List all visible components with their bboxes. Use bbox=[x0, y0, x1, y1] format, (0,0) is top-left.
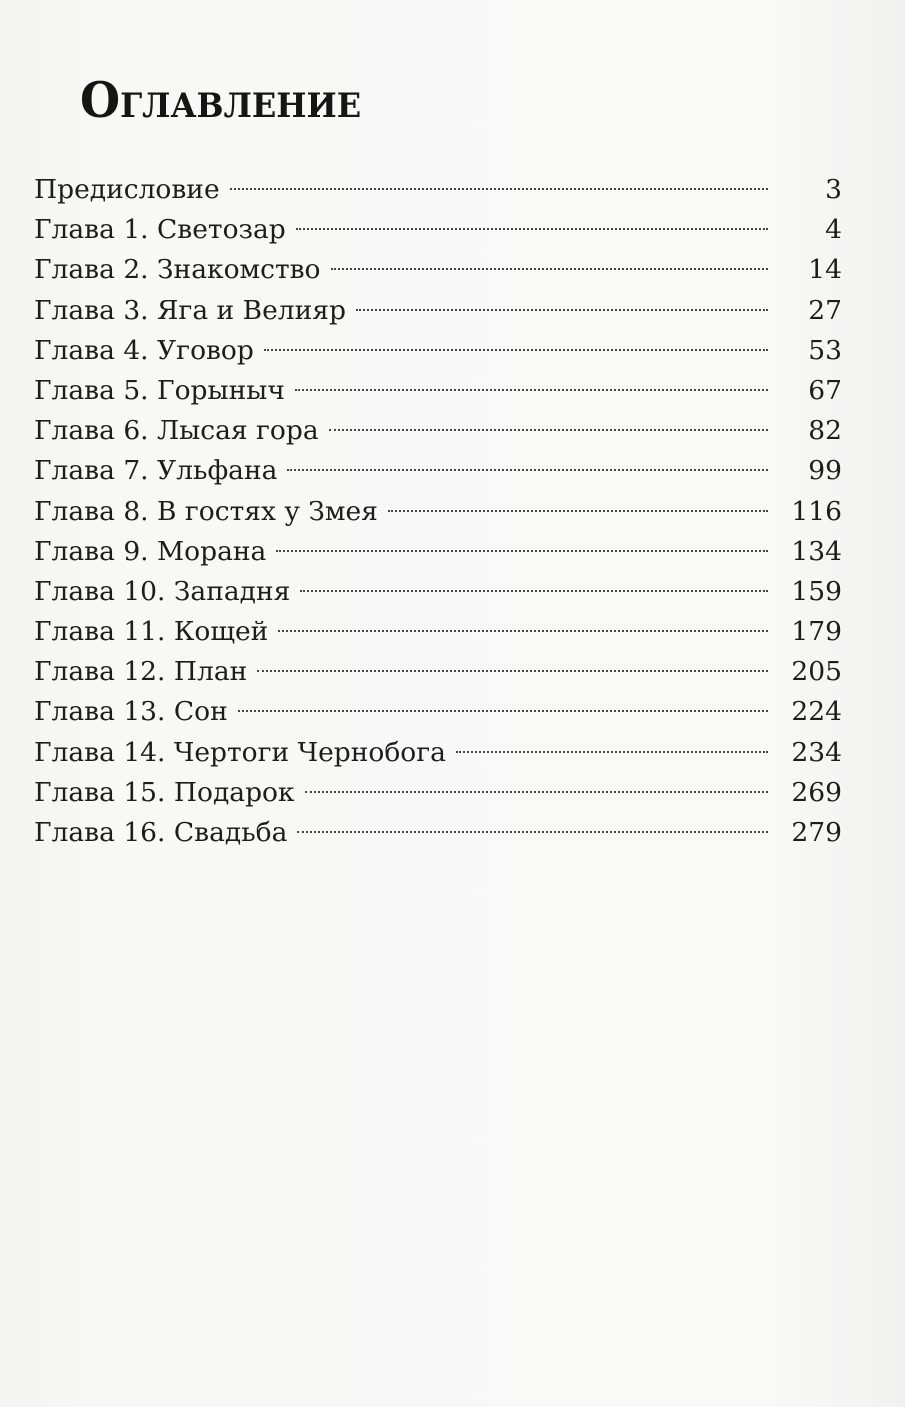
toc-entry-page: 279 bbox=[791, 817, 842, 848]
dot-leader bbox=[356, 309, 768, 311]
toc-entry-page: 134 bbox=[791, 535, 842, 567]
toc-entry bbox=[34, 210, 842, 250]
toc-entry bbox=[34, 572, 842, 612]
toc-entry-page: 234 bbox=[791, 736, 842, 768]
toc-entry-page: 3 bbox=[825, 174, 842, 205]
toc-entry-page: 4 bbox=[825, 214, 842, 246]
toc-entry-title: Глава 8. В гостях у Змея bbox=[34, 495, 378, 527]
dot-leader bbox=[264, 349, 768, 351]
toc-entry bbox=[34, 813, 842, 853]
toc-entry-page: 269 bbox=[791, 776, 842, 808]
toc-entry-page: 53 bbox=[808, 334, 842, 366]
toc-entry-title: Глава 5. Горыныч bbox=[34, 374, 285, 406]
toc-entry-title: Предисловие bbox=[34, 174, 220, 205]
dot-leader bbox=[238, 710, 768, 712]
toc-entry-page: 27 bbox=[808, 294, 842, 326]
toc-entry bbox=[34, 291, 842, 331]
toc-entry-page: 159 bbox=[791, 575, 842, 607]
toc-entry-title: Глава 4. Уговор bbox=[34, 334, 254, 366]
dot-leader bbox=[388, 510, 768, 512]
toc-entry-title: Глава 12. План bbox=[34, 656, 248, 688]
toc-entry-title: Глава 2. Знакомство bbox=[34, 254, 321, 286]
toc-entry bbox=[34, 773, 842, 813]
toc-entry bbox=[34, 451, 842, 491]
toc-entry bbox=[34, 532, 842, 572]
toc-entry bbox=[34, 692, 842, 732]
toc-entry bbox=[34, 411, 842, 451]
dot-leader bbox=[287, 469, 768, 471]
dot-leader bbox=[296, 228, 768, 230]
toc-entry-title: Глава 3. Яга и Велияр bbox=[34, 294, 346, 326]
toc-entry-page: 179 bbox=[791, 616, 842, 648]
toc-entry-page: 224 bbox=[791, 696, 842, 728]
toc-entry-title: Глава 9. Морана bbox=[34, 535, 267, 567]
toc-entry-page: 82 bbox=[808, 415, 842, 447]
toc-entry bbox=[34, 612, 842, 652]
dot-leader bbox=[230, 188, 768, 190]
toc-entry bbox=[34, 170, 842, 210]
dot-leader bbox=[278, 630, 768, 632]
toc-entry-page: 99 bbox=[808, 455, 842, 487]
toc-entry-title: Глава 16. Свадьба bbox=[34, 817, 288, 848]
toc-heading: Оглавление bbox=[80, 72, 362, 129]
toc-entry-title: Глава 14. Чертоги Чернобога bbox=[34, 736, 446, 768]
dot-leader bbox=[295, 389, 768, 391]
toc-entry-title: Глава 7. Ульфана bbox=[34, 455, 278, 487]
toc-entry bbox=[34, 331, 842, 371]
dot-leader bbox=[300, 590, 768, 592]
toc-entry-page: 205 bbox=[791, 656, 842, 688]
dot-leader bbox=[297, 831, 768, 833]
dot-leader bbox=[257, 670, 768, 672]
dot-leader bbox=[329, 429, 768, 431]
toc-entry bbox=[34, 733, 842, 773]
toc-entry bbox=[34, 652, 842, 692]
toc-entry-title: Глава 1. Светозар bbox=[34, 214, 286, 246]
toc-entry bbox=[34, 371, 842, 411]
table-of-contents bbox=[34, 170, 842, 853]
toc-entry-page: 14 bbox=[808, 254, 842, 286]
toc-entry-title: Глава 13. Сон bbox=[34, 696, 228, 728]
toc-entry-page: 116 bbox=[791, 495, 842, 527]
toc-entry bbox=[34, 492, 842, 532]
toc-entry-title: Глава 6. Лысая гора bbox=[34, 415, 319, 447]
dot-leader bbox=[456, 751, 768, 753]
toc-entry-title: Глава 10. Западня bbox=[34, 575, 291, 607]
toc-entry-page: 67 bbox=[808, 374, 842, 406]
dot-leader bbox=[305, 791, 768, 793]
dot-leader bbox=[276, 550, 768, 552]
toc-entry-title: Глава 11. Кощей bbox=[34, 616, 269, 648]
toc-entry-title: Глава 15. Подарок bbox=[34, 776, 295, 808]
dot-leader bbox=[331, 268, 768, 270]
toc-entry bbox=[34, 250, 842, 290]
